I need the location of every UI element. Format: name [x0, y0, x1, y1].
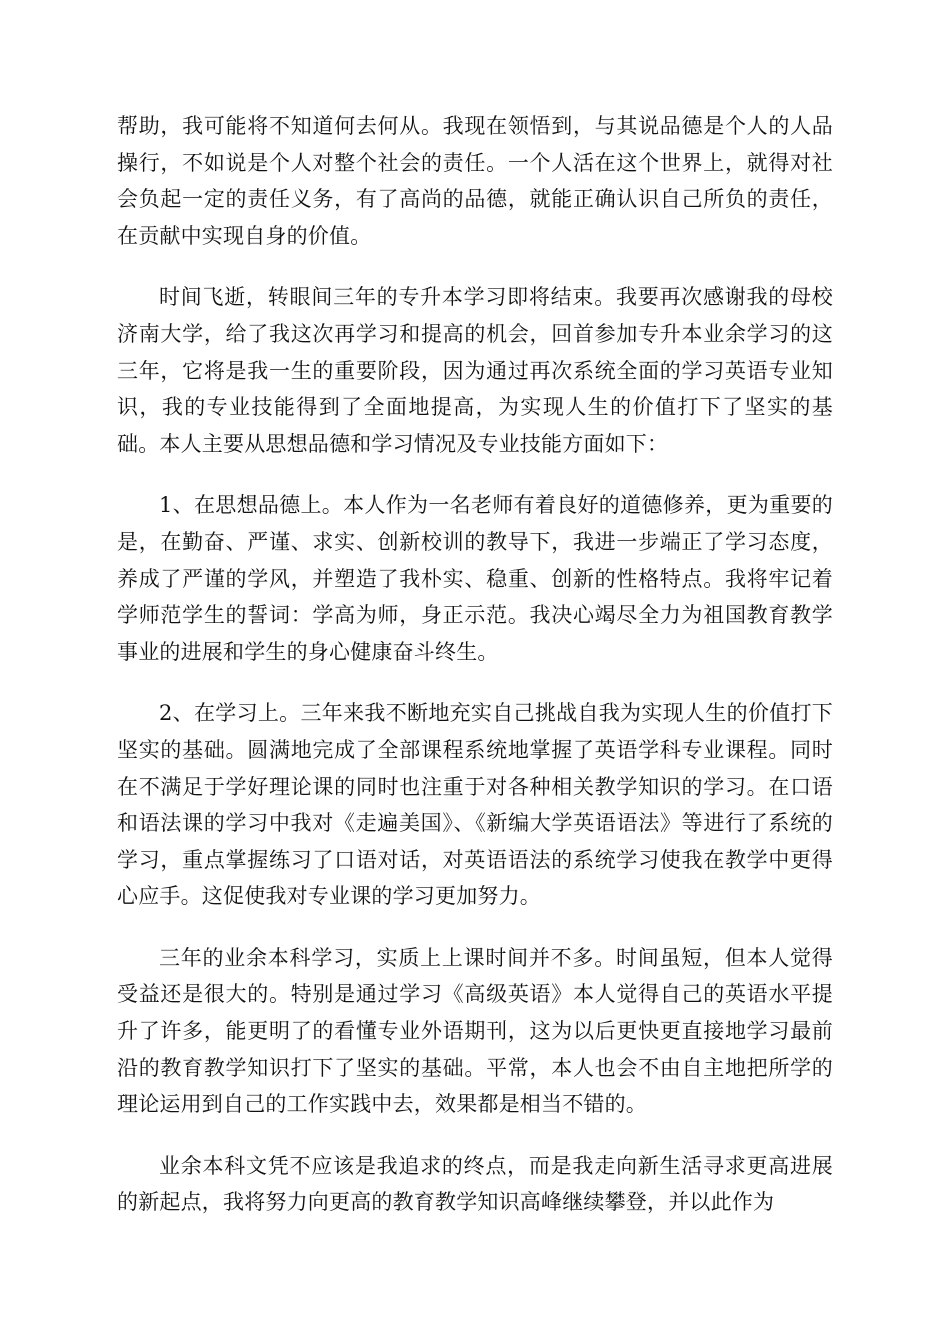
document-body [117, 108, 833, 1246]
paragraph-part-time-study: 三年的业余本科学习，实质上上课时间并不多。时间虽短，但本人觉得受益还是很大的。特别是通过学习《高级英语》本人觉得自己的英语水平提升了许多，能更明了的看懂专业外语期刊，这为以后更快更直接地学习最前沿的教育教学知识打下了坚实的基础。平常，本人也会不由自主地把所学的理论运用到自己的工作实践中去，效果都是相当不错的。 [117, 945, 833, 1117]
paragraph-new-starting-point: 业余本科文凭不应该是我追求的终点，而是我走向新生活寻求更高进展的新起点，我将努力向更高的教育教学知识高峰继续攀登，并以此作为 [117, 1153, 833, 1215]
paragraph-moral-character: 1、在思想品德上。本人作为一名老师有着良好的道德修养，更为重要的是，在勤奋、严谨、求实、创新校训的教导下，我进一步端正了学习态度，养成了严谨的学风，并塑造了我朴实、稳重、创新的性格特点。我将牢记着学师范学生的誓词：学高为师，身正示范。我决心竭尽全力为祖国教育教学事业的进展和学生的身心健康奋斗终生。 [117, 493, 833, 664]
paragraph-study-summary: 时间飞逝，转眼间三年的专升本学习即将结束。我要再次感谢我的母校济南大学，给了我这次再学习和提高的机会，回首参加专升本业余学习的这三年，它将是我一生的重要阶段，因为通过再次系统全面的学习英语专业知识，我的专业技能得到了全面地提高，为实现人生的价值打下了坚实的基础。本人主要从思想品德和学习情况及专业技能方面如下： [117, 285, 833, 456]
paragraph-continuation: 帮助，我可能将不知道何去何从。我现在领悟到，与其说品德是个人的人品操行，不如说是个人对整个社会的责任。一个人活在这个世界上，就得对社会负起一定的责任义务，有了高尚的品德，就能正确认识自己所负的责任，在贡献中实现自身的价值。 [117, 114, 833, 248]
paragraph-learning: 2、在学习上。三年来我不断地充实自己挑战自我为实现人生的价值打下坚实的基础。圆满地完成了全部课程系统地掌握了英语学科专业课程。同时在不满足于学好理论课的同时也注重于对各种相关教学知识的学习。在口语和语法课的学习中我对《走遍美国》、《新编大学英语语法》等进行了系统的学习，重点掌握练习了口语对话，对英语语法的系统学习使我在教学中更得心应手。这促使我对专业课的学习更加努力。 [117, 701, 833, 909]
